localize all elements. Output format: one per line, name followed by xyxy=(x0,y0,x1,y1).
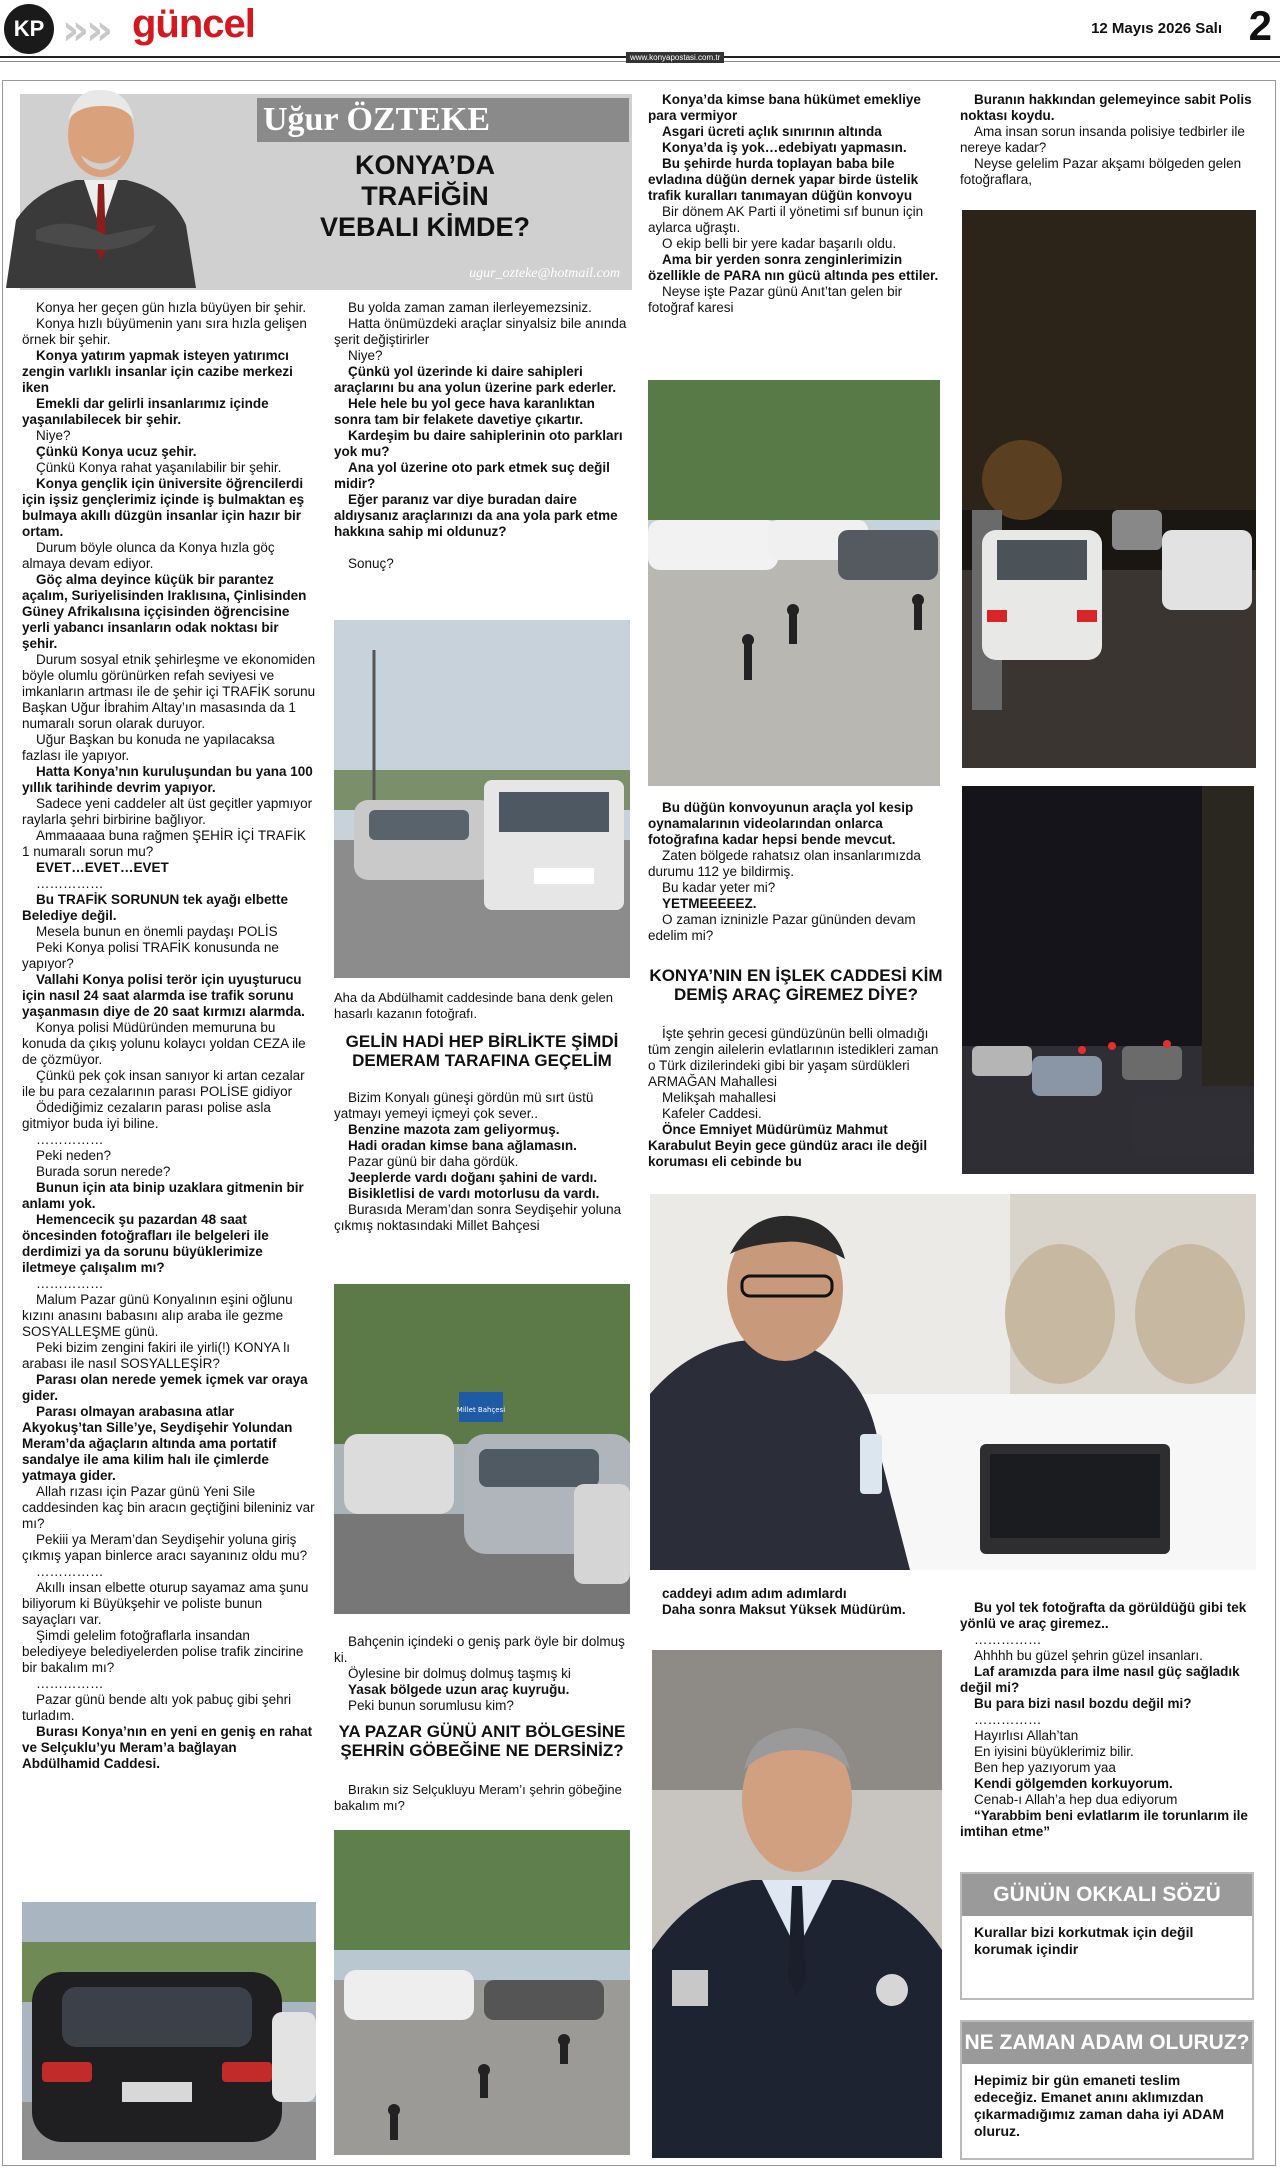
paragraph: Öylesine bir dolmuş dolmuş taşmış ki xyxy=(348,1666,571,1681)
paragraph: Hemencecik şu pazardan 48 saat öncesinden fotoğrafları ile belgeleri ile derdimizi ya da sorunu büyüklerimize iletmeye çalışalım mı? xyxy=(22,1212,269,1275)
paragraph: “Yarabbim beni evlatlarım ile torunlarım ile imtihan etme” xyxy=(960,1808,1248,1839)
paragraph: Bu kadar yeter mi? xyxy=(662,880,776,895)
paragraph: Burada sorun nerede? xyxy=(36,1164,171,1179)
headline-line: VEBALI KİMDE? xyxy=(319,212,530,242)
paragraph: Hele hele bu yol gece hava karanlıktan sonra tam bir felakete davetiye çıkartır. xyxy=(334,396,595,427)
paragraph: …………… xyxy=(974,1632,1042,1647)
reflection-box-text: Hepimiz bir gün emaneti teslim edeceğiz. Emanet anını aklımızdan çıkarmadığımız zaman daha iyi ADAM oluruz. xyxy=(974,2072,1224,2139)
article-column-3d xyxy=(648,1586,944,1618)
paragraph: Durum sosyal etnik şehirleşme ve ekonomiden böyle olumlu görünürken refah seviyesi ve imkanların artması ile de şehir içi TRAFİK sorunu Başkan Uğur İbrahim Altay’ın masasında da 1 numaralı sorun olarak duruyor. xyxy=(22,652,316,731)
photo-police-chief-office xyxy=(650,1194,1256,1570)
paragraph: Uğur Başkan bu konuda ne yapılacaksa fazlası ile yapıyor. xyxy=(22,732,275,763)
section-subheading: YA PAZAR GÜNÜ ANIT BÖLGESİNE ŞEHRİN GÖBEĞİNE NE DERSİNİZ? xyxy=(338,1722,626,1760)
photo-anit-region-bollards xyxy=(334,1830,630,2155)
kp-logo: KP xyxy=(4,4,54,54)
paragraph: Durum böyle olunca da Konya hızla göç almaya devam ediyor. xyxy=(22,540,275,571)
paragraph: Yasak bölgede uzun araç kuyruğu. xyxy=(348,1682,570,1697)
paragraph: Bunun için ata binip uzaklara gitmenin bir anlamı yok. xyxy=(22,1180,304,1211)
paragraph: Ben hep yazıyorum yaa xyxy=(974,1760,1116,1775)
author-email[interactable]: ugur_ozteke@hotmail.com xyxy=(469,266,620,281)
paragraph: Ama bir yerden sonra zenginlerimizin özellikle de PARA nın gücü altında pes ettiler. xyxy=(648,252,939,283)
paragraph: Parası olan nerede yemek içmek var oraya gider. xyxy=(22,1372,308,1403)
issue-date: 12 Mayıs 2026 Salı xyxy=(1091,20,1222,37)
photo-wedding-convoy xyxy=(648,380,940,786)
photo-millet-bahcesi-cars xyxy=(334,1284,630,1614)
article-headline xyxy=(250,150,600,243)
paragraph: Peki Konya polisi TRAFİK konusunda ne yapıyor? xyxy=(22,940,279,971)
paragraph: Laf aramızda para ilme nasıl güç sağladık değil mi? xyxy=(960,1664,1240,1695)
paragraph: Çünkü yol üzerinde ki daire sahipleri araçlarını bu ana yolun üzerine park ederler. xyxy=(334,364,617,395)
photo-night-traffic-rear xyxy=(962,210,1256,768)
paragraph: Melikşah mahallesi xyxy=(662,1090,777,1105)
paragraph xyxy=(334,540,628,556)
article-column-2a xyxy=(334,300,628,572)
paragraph: Mesela bunun en önemli paydaşı POLİS xyxy=(36,924,278,939)
paragraph: Bu düğün konvoyunun araçla yol kesip oynamalarının videolarından onlarca fotoğrafına kadar hepsi bende mevcut. xyxy=(648,800,914,847)
paragraph: Bu TRAFİK SORUNUN tek ayağı elbette Belediye değil. xyxy=(22,892,289,923)
paragraph: Bisikletlisi de vardı motorlusu da vardı. xyxy=(348,1186,600,1201)
paragraph: Ammaaaaa buna rağmen ŞEHİR İÇİ TRAFİK 1 numaralı sorun mu? xyxy=(22,828,306,859)
paragraph: Hayırlısı Allah’tan xyxy=(974,1728,1079,1743)
paragraph: Akıllı insan elbette oturup sayamaz ama şunu biliyorum ki Büyükşehir ve poliste bunun sayaçları var. xyxy=(22,1580,309,1627)
paragraph: Bu para bizi nasıl bozdu değil mi? xyxy=(974,1696,1192,1711)
author-name: Uğur ÖZTEKE xyxy=(257,98,629,142)
photo-abdulhamid-street-car xyxy=(22,1902,316,2160)
section-title: güncel xyxy=(132,2,255,46)
paragraph: …………… xyxy=(36,1276,104,1291)
paragraph: YETMEEEEEZ. xyxy=(662,896,757,911)
paragraph: Eğer paranız var diye buradan daire aldıysanız araçlarınızı da ana yola park etme hakkına sahip mi oldunuz? xyxy=(334,492,618,539)
paragraph: Konya hızlı büyümenin yanı sıra hızla gelişen örnek bir şehir. xyxy=(22,316,307,347)
paragraph: Bizim Konyalı güneşi gördün mü sırt üstü yatmayı yemeyi içmeyi çok sever.. xyxy=(334,1090,594,1121)
paragraph: …………… xyxy=(36,876,104,891)
article-text: Bırakın siz Selçukluyu Meram’ı şehrin göbeğine bakalım mı? xyxy=(334,1782,622,1813)
paragraph: Buranın hakkından gelemeyince sabit Polis noktası koydu. xyxy=(960,92,1252,123)
paragraph: Hatta Konya’nın kuruluşundan bu yana 100 yıllık tarihinde devrim yapıyor. xyxy=(22,764,313,795)
paragraph: Bu yol tek fotoğrafta da görüldüğü gibi tek yönlü ve araç giremez.. xyxy=(960,1600,1247,1631)
paragraph: Niye? xyxy=(36,428,71,443)
paragraph: Niye? xyxy=(348,348,383,363)
paragraph: Peki bizim zengini fakiri ile yirli(!) KONYA lı arabası ile nasıl SOSYALLEŞİR? xyxy=(22,1340,291,1371)
article-column-3c xyxy=(648,1026,944,1170)
article-column-1 xyxy=(22,300,316,1772)
paragraph: Neyse işte Pazar günü Anıt’tan gelen bir fotoğraf karesi xyxy=(648,284,903,315)
article-column-3a xyxy=(648,92,944,316)
paragraph: Burasıda Meram’dan sonra Seydişehir yoluna çıkmış noktasındaki Millet Bahçesi xyxy=(334,1202,622,1233)
paragraph: Vallahi Konya polisi terör için uyuşturucu için nasıl 24 saat alarmda ise trafik sorunu yaşanmasın diye de 20 saat kırmızı alarmda. xyxy=(22,972,305,1019)
article-column-4b xyxy=(960,1600,1260,1840)
paragraph: Emekli dar gelirli insanlarımız içinde yaşanılabilecek bir şehir. xyxy=(22,396,269,427)
paragraph: EVET…EVET…EVET xyxy=(36,860,169,875)
chevron-right-icon: » xyxy=(62,5,90,54)
photo-night-traffic-street xyxy=(962,786,1254,1174)
paragraph: Benzine mazota zam geliyormuş. xyxy=(348,1122,560,1137)
quote-box-text: Kurallar bizi korkutmak için değil korumak içindir xyxy=(974,1924,1194,1957)
paragraph: Kafeler Caddesi. xyxy=(662,1106,762,1121)
paragraph: Hadi oradan kimse bana ağlamasın. xyxy=(348,1138,577,1153)
paragraph: Konya’da kimse bana hükümet emekliye para vermiyor xyxy=(648,92,921,123)
reflection-box xyxy=(960,2020,1254,2160)
paragraph: Zaten bölgede rahatsız olan insanlarımızda durumu 112 ye bildirmiş. xyxy=(648,848,921,879)
paragraph: Pekiii ya Meram’dan Seydişehir yoluna giriş çıkmış yapan binlerce aracı sayanınız oldu mu? xyxy=(22,1532,308,1563)
section-subheading: KONYA’NIN EN İŞLEK CADDESİ KİM DEMİŞ ARAÇ GİREMEZ DİYE? xyxy=(649,966,943,1004)
paragraph: Jeeplerde vardı doğanı şahini de vardı. xyxy=(348,1170,598,1185)
article-column-2b xyxy=(334,1090,628,1234)
paragraph: Bu yolda zaman zaman ilerleyemezsiniz. xyxy=(348,300,592,315)
paragraph: Burası Konya’nın en yeni en geniş en rahat ve Selçuklu’yu Meram’a bağlayan Abdülhamid Caddesi. xyxy=(22,1724,313,1771)
paragraph: Kardeşim bu daire sahiplerinin oto parkları yok mu? xyxy=(334,428,623,459)
article-column-2c xyxy=(334,1634,628,1714)
paragraph: Pazar günü bir daha gördük. xyxy=(348,1154,519,1169)
reflection-box-title: NE ZAMAN ADAM OLURUZ? xyxy=(962,2022,1252,2064)
article-column-4a xyxy=(960,92,1260,188)
paragraph: Çünkü Konya rahat yaşanılabilir bir şehir. xyxy=(36,460,282,475)
paragraph: Allah rızası için Pazar günü Yeni Sile caddesinden kaç bin aracın geçtiğini bileniniz var mı? xyxy=(22,1484,315,1531)
paragraph: Peki bunun sorumlusu kim? xyxy=(348,1698,514,1713)
paragraph: Sonuç? xyxy=(348,556,394,571)
paragraph: Konya her geçen gün hızla büyüyen bir şehir. xyxy=(36,300,307,315)
paragraph: Asgari ücreti açlık sınırının altında xyxy=(662,124,882,139)
paragraph: …………… xyxy=(36,1676,104,1691)
paragraph: Bir dönem AK Parti il yönetimi sıf bunun için aylarca uğraştı. xyxy=(648,204,924,235)
paragraph: Ahhhh bu güzel şehrin güzel insanları. xyxy=(974,1648,1203,1663)
paragraph: …………… xyxy=(974,1712,1042,1727)
paragraph: Ana yol üzerine oto park etmek suç değil midir? xyxy=(334,460,610,491)
paragraph: Peki neden? xyxy=(36,1148,112,1163)
article-column-3b xyxy=(648,800,944,944)
paragraph: Bahçenin içindeki o geniş park öyle bir dolmuş ki. xyxy=(334,1634,625,1665)
author-portrait xyxy=(6,50,196,288)
paragraph: caddeyi adım adım adımlardı xyxy=(662,1586,847,1601)
paragraph: Pazar günü bende altı yok pabuç gibi şehri turladım. xyxy=(22,1692,292,1723)
paragraph: Hatta önümüzdeki araçlar sinyalsiz bile anında şerit değiştirirler xyxy=(334,316,627,347)
paragraph: Cenab-ı Allah’a hep dua ediyorum xyxy=(974,1792,1178,1807)
paragraph: Neyse gelelim Pazar akşamı bölgeden gelen fotoğraflara, xyxy=(960,156,1242,187)
paragraph: Ama insan sorun insanda polisiye tedbirler ile nereye kadar? xyxy=(960,124,1245,155)
paragraph: Parası olmayan arabasına atlar Akyokuş’tan Sille’ye, Seydişehir Yolundan Meram’da ağaçların altında ama portatif sandalye ile ama kilim halı ile çimlerde yatmaya gider. xyxy=(22,1404,293,1483)
paragraph: Sadece yeni caddeler alt üst geçitler yapmıyor raylarla şehri birbirine bağlıyor. xyxy=(22,796,313,827)
road-sign-text: Millet Bahçesi xyxy=(456,1406,506,1414)
paragraph: Çünkü Konya ucuz şehir. xyxy=(36,444,197,459)
paragraph: Konya yatırım yapmak isteyen yatırımcı zengin varlıklı insanlar için cazibe merkezi iken xyxy=(22,348,293,395)
photo-caption: Aha da Abdülhamit caddesinde bana denk gelen hasarlı kazanın fotoğrafı. xyxy=(334,990,613,1021)
paragraph: O zaman izninizle Pazar gününden devam edelim mi? xyxy=(648,912,916,943)
page-number: 2 xyxy=(1248,2,1272,49)
paragraph: Göç alma deyince küçük bir parantez açalım, Suriyelisinden Iraklısına, Çinlisinden Güney Afrikalısına iççisinden öğrencisine yerli yabancı insanların odak noktası bir şehir. xyxy=(22,572,307,651)
paragraph: Konya’da iş yok…edebiyatı yapmasın. xyxy=(662,140,907,155)
paragraph: Şimdi gelelim fotoğraflarla insandan belediyeye belediyelerden polise trafik zincirine bir bakalım mı? xyxy=(22,1628,304,1675)
headline-line: TRAFİĞİN xyxy=(361,181,489,211)
paragraph: Önce Emniyet Müdürümüz Mahmut Karabulut Beyin gece gündüz aracı ile değil koruması eli cebinde bu xyxy=(648,1122,928,1169)
paragraph: Kendi gölgemden korkuyorum. xyxy=(974,1776,1173,1791)
paragraph: …………… xyxy=(36,1132,104,1147)
paragraph: En iyisini büyüklerimiz bilir. xyxy=(974,1744,1134,1759)
paragraph: Çünkü pek çok insan sanıyor ki artan cezalar ile bu para cezalarının parası POLİSE gidiyor xyxy=(22,1068,305,1099)
photo-accident-damaged-car xyxy=(334,620,630,978)
quote-box-title: GÜNÜN OKKALI SÖZÜ xyxy=(962,1874,1252,1916)
chevron-right-icon: » xyxy=(86,5,114,54)
section-subheading: GELİN HADİ HEP BİRLİKTE ŞİMDİ DEMERAM TARAFINA GEÇELİM xyxy=(345,1032,619,1070)
paragraph: Ödediğimiz cezaların parası polise asla gitmiyor buda iyi biline. xyxy=(22,1100,271,1131)
headline-line: KONYA’DA xyxy=(354,150,496,180)
photo-police-officer-portrait xyxy=(652,1650,942,2158)
paragraph: O ekip belli bir yere kadar başarılı oldu. xyxy=(662,236,897,251)
paragraph: İşte şehrin gecesi gündüzünün belli olmadığı tüm zengin ailelerin evlatlarının istedikleri zaman o Türk dizilerindeki gibi bir yaşam sürdükleri ARMAĞAN Mahallesi xyxy=(648,1026,939,1089)
paragraph: Konya polisi Müdüründen memuruna bu konuda da çıkış yolunu kolaycı yoldan CEZA ile de çözmüyor. xyxy=(22,1020,306,1067)
quote-box xyxy=(960,1872,1254,2000)
paragraph: …………… xyxy=(36,1564,104,1579)
paragraph: Malum Pazar günü Konyalının eşini oğlunu kızını anasını babasını alıp araba ile gezme SOSYALLEŞME günü. xyxy=(22,1292,293,1339)
site-url[interactable]: www.konyapostasi.com.tr xyxy=(626,52,724,63)
paragraph: Konya gençlik için üniversite öğrencilerdi için işsiz gençlerimiz içinde iş bulmaktan eş bulmaya akıllı düzgün insanlar için hazır bir ortam. xyxy=(22,476,305,539)
paragraph: Daha sonra Maksut Yüksek Müdürüm. xyxy=(662,1602,906,1617)
paragraph: Bu şehirde hurda toplayan baba bile evladına düğün dernek yapar birde üstelik trafik kuralları tanımayan düğün konvoyu xyxy=(648,156,919,203)
